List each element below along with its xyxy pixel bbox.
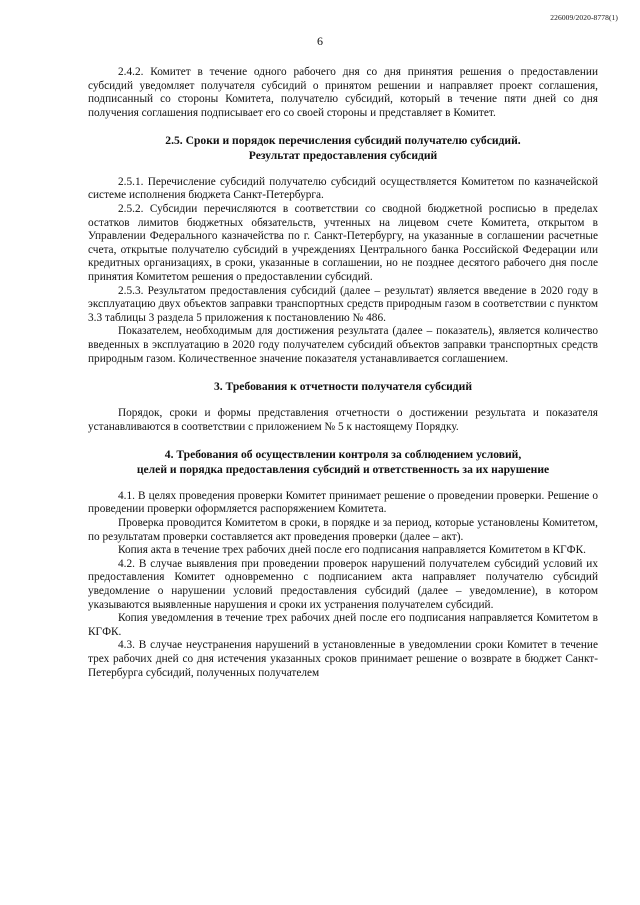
paragraph-indicator: Показателем, необходимым для достижения результата (далее – показатель), является количество введенных в эксплуатацию в 2020 году получателем субсидий объектов заправки транспортных средств природным газом. Количественное значение показателя устанавливается соглашением. xyxy=(88,325,598,365)
document-body xyxy=(88,66,598,680)
document-number: 226009/2020-8778(1) xyxy=(550,13,618,22)
section-3-heading: 3. Требования к отчетности получателя субсидий xyxy=(213,380,473,394)
paragraph-4-1-copy: Копия акта в течение трех рабочих дней после его подписания направляется Комитетом в КГФК. xyxy=(118,544,586,557)
page-number: 6 xyxy=(317,34,323,48)
paragraph-2-5-2: 2.5.2. Субсидии перечисляются в соответствии со сводной бюджетной росписью в пределах остатков лимитов бюджетных обязательств, учтенных на лицевом счете Комитета, открытом в Управлении Федерального казначейства по г. Санкт-Петербургу, на указанные в соглашении расчетные счета, открытые получателю субсидий в учреждениях Центрального банка Российской Федерации или кредитных организациях, в сроки, указанные в соглашении, но не позднее десятого рабочего дня после принятия Комитетом решения о предоставлении субсидий. xyxy=(88,202,598,283)
section-2-5-heading xyxy=(88,134,598,162)
section-4-heading-line1: 4. Требования об осуществлении контроля за соблюдением условий, xyxy=(164,448,522,462)
paragraph-2-4-2: 2.4.2. Комитет в течение одного рабочего дня со дня принятия решения о предоставлении субсидий уведомляет получателя субсидий о принятом решении и направляет проект соглашения, подписанный со стороны Комитета, получателю субсидий, который в течение пяти дней со дня получения соглашения подписывает его со своей стороны и представляет в Комитет. xyxy=(88,66,598,119)
paragraph-2-5-1: 2.5.1. Перечисление субсидий получателю субсидий осуществляется Комитетом по казначейской системе исполнения бюджета Санкт-Петербурга. xyxy=(88,175,598,202)
paragraph-4-2-copy: Копия уведомления в течение трех рабочих дней после его подписания направляется Комитетом в КГФК. xyxy=(88,612,598,638)
paragraph-3: Порядок, сроки и формы представления отчетности о достижении результата и показателя устанавливаются в соответствии с приложением № 5 к настоящему Порядку. xyxy=(88,407,598,433)
paragraph-4-2: 4.2. В случае выявления при проведении проверок нарушений получателем субсидий условий их предоставления Комитет одновременно с подписанием акта направляет получателю субсидий уведомление о нарушении условий предоставления субсидий (далее – уведомление), в котором указываются выявленные нарушения и сроки их устранения получателем субсидий. xyxy=(88,557,598,611)
paragraph-4-3: 4.3. В случае неустранения нарушений в установленные в уведомлении сроки Комитет в течение трех рабочих дней со дня истечения указанных сроков принимает решение о возврате в бюджет Санкт-Петербурга субсидий, полученных получателем xyxy=(88,639,598,679)
paragraph-4-1-check: Проверка проводится Комитетом в сроки, в порядке и за период, которые установлены Комитетом, по результатам проверки составляется акт проведения проверки (далее – акт). xyxy=(88,517,598,543)
paragraph-4-1: 4.1. В целях проведения проверки Комитет принимает решение о проведении проверки. Решение о проведении проверки оформляется распоряжением Комитета. xyxy=(88,489,598,516)
section-2-5-heading-line1: 2.5. Сроки и порядок перечисления субсидий получателю субсидий. xyxy=(165,134,521,148)
section-4-heading xyxy=(88,448,598,476)
section-2-5-heading-line2: Результат предоставления субсидий xyxy=(248,148,438,162)
section-4-heading-line2: целей и порядка предоставления субсидий и ответственность за их нарушение xyxy=(136,462,550,476)
paragraph-2-5-3: 2.5.3. Результатом предоставления субсидий (далее – результат) является введение в 2020 году в эксплуатацию двух объектов заправки транспортных средств природным газом в соответствии с пунктом 3.3 таблицы 3 раздела 5 приложения к постановлению № 486. xyxy=(88,284,598,324)
